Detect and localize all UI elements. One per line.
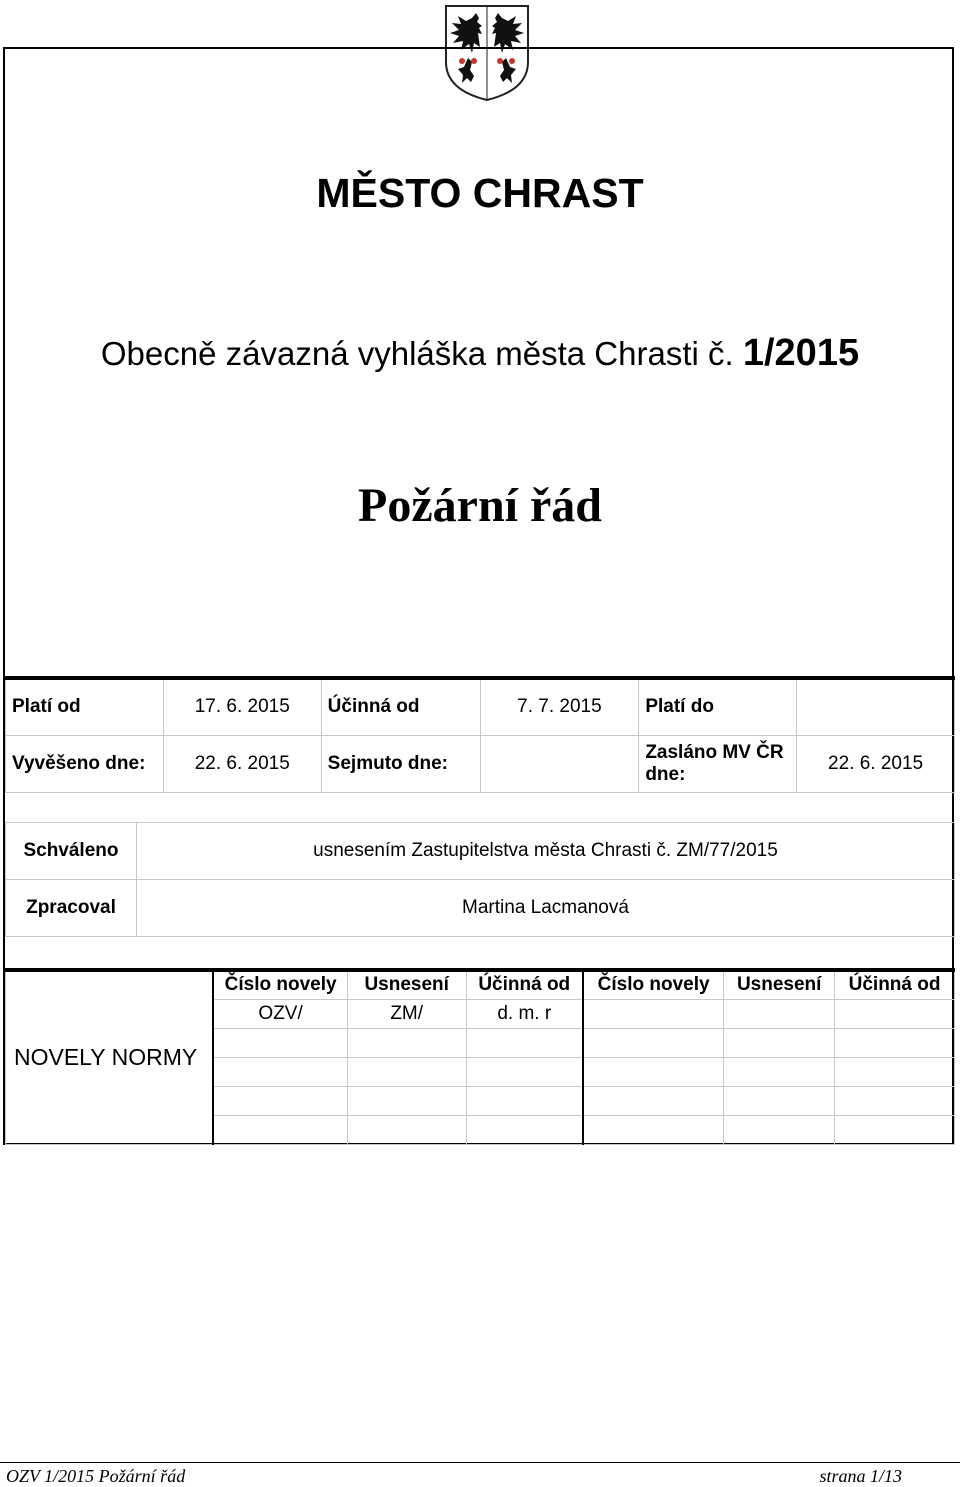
amendment-cell <box>835 999 955 1028</box>
decree-line <box>5 332 955 375</box>
amendment-header: Účinná od <box>466 970 583 999</box>
amendment-cell <box>835 1057 955 1086</box>
amendment-cell <box>213 1086 347 1115</box>
prepared-value: Martina Lacmanová <box>136 880 954 937</box>
amendment-cell <box>466 1115 583 1144</box>
amendment-cell <box>724 1028 835 1057</box>
posted-label: Vyvěšeno dne: <box>6 735 164 792</box>
approved-label: Schváleno <box>6 823 137 880</box>
amendments-table <box>5 968 955 1145</box>
amendment-cell <box>347 1057 466 1086</box>
amendment-header: Číslo novely <box>583 970 724 999</box>
amendment-cell <box>583 1028 724 1057</box>
amendment-cell <box>213 1057 347 1086</box>
amendment-cell <box>466 1086 583 1115</box>
document-title: Požární řád <box>358 479 602 532</box>
amendment-cell <box>583 1057 724 1086</box>
posted-value: 22. 6. 2015 <box>163 735 321 792</box>
amendment-header: Usnesení <box>347 970 466 999</box>
effective-from-value: 7. 7. 2015 <box>480 678 639 735</box>
footer-page-number: strana 1/13 <box>819 1466 902 1486</box>
amendment-cell <box>583 999 724 1028</box>
valid-until-label: Platí do <box>639 678 797 735</box>
decree-number: 1/2015 <box>742 332 860 374</box>
amendment-cell <box>724 1115 835 1144</box>
sent-value: 22. 6. 2015 <box>797 735 955 792</box>
amendment-cell <box>724 1086 835 1115</box>
valid-from-label: Platí od <box>6 678 164 735</box>
removed-label: Sejmuto dne: <box>321 735 480 792</box>
amendment-cell <box>835 1028 955 1057</box>
amendment-cell <box>466 1057 583 1086</box>
amendment-cell <box>347 1028 466 1057</box>
page-footer <box>0 1462 960 1486</box>
town-name: MĚSTO CHRAST <box>316 170 644 216</box>
amendment-cell <box>213 1028 347 1057</box>
amendment-cell <box>347 1086 466 1115</box>
amendment-cell <box>724 999 835 1028</box>
amendments-label: NOVELY NORMY <box>6 970 214 1144</box>
approved-value: usnesením Zastupitelstva města Chrasti č. ZM/77/2015 <box>136 823 954 880</box>
effective-from-label: Účinná od <box>321 678 480 735</box>
amendment-cell <box>213 1115 347 1144</box>
validity-row <box>6 678 955 735</box>
prepared-row <box>6 880 955 937</box>
amendment-header: Číslo novely <box>213 970 347 999</box>
prepared-label: Zpracoval <box>6 880 137 937</box>
posting-row <box>6 735 955 792</box>
amendment-cell <box>835 1086 955 1115</box>
amendment-cell: OZV/ <box>213 999 347 1028</box>
amendment-header: Usnesení <box>724 970 835 999</box>
valid-until-value <box>797 678 955 735</box>
amendment-cell <box>466 1028 583 1057</box>
amendment-cell <box>835 1115 955 1144</box>
amendment-cell: ZM/ <box>347 999 466 1028</box>
decree-prefix: Obecně závazná vyhláška města Chrasti č. <box>100 335 734 372</box>
footer-document-name: OZV 1/2015 Požární řád <box>6 1466 186 1486</box>
amendment-cell <box>347 1115 466 1144</box>
validity-table <box>5 676 955 793</box>
sent-label: Zasláno MV ČR dne: <box>639 735 797 792</box>
amendment-cell: d. m. r <box>466 999 583 1028</box>
amendments-header-row <box>6 970 955 999</box>
amendment-cell <box>724 1057 835 1086</box>
amendment-cell <box>583 1086 724 1115</box>
amendment-header: Účinná od <box>835 970 955 999</box>
approval-table <box>5 822 955 937</box>
approved-row <box>6 823 955 880</box>
valid-from-value: 17. 6. 2015 <box>163 678 321 735</box>
amendment-cell <box>583 1115 724 1144</box>
removed-value <box>480 735 639 792</box>
